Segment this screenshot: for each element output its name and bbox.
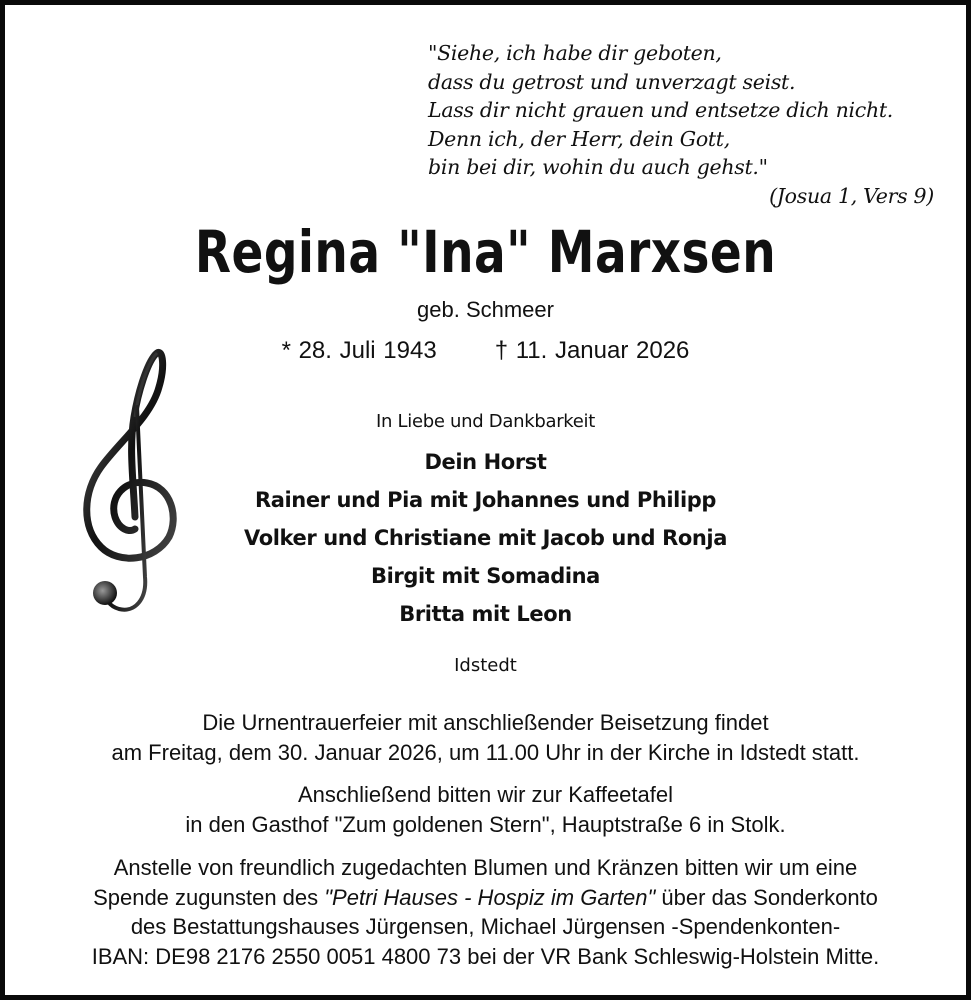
reception-line: Anschließend bitten wir zur Kaffeetafel: [297, 782, 674, 807]
service-info: [5, 708, 966, 767]
donation-line: des Bestattungshauses Jürgensen, Michael Jürgensen -Spendenkonten-: [130, 914, 841, 939]
verse-line: "Siehe, ich habe dir geboten,: [428, 41, 722, 65]
reception-line: in den Gasthof "Zum goldenen Stern", Hauptstraße 6 in Stolk.: [185, 811, 786, 837]
mourners-block: [5, 407, 966, 633]
birth-name: geb. Schmeer: [417, 297, 554, 322]
mourner-name: Britta mit Leon: [399, 602, 572, 626]
reception-info: [5, 780, 966, 839]
birth-date: * 28. Juli 1943: [281, 337, 437, 364]
bible-verse: [428, 39, 936, 210]
donation-line: Anstelle von freundlich zugedachten Blumen und Kränzen bitten wir um eine: [113, 855, 858, 880]
mourner-name: Rainer und Pia mit Johannes und Philipp: [254, 488, 717, 512]
place-name: Idstedt: [454, 655, 517, 676]
mourner-name: Volker und Christiane mit Jacob und Ronja: [243, 526, 727, 550]
mourner-name: Dein Horst: [424, 450, 547, 474]
donation-info: [5, 853, 966, 971]
hospice-name: "Petri Hauses - Hospiz im Garten": [324, 884, 656, 910]
donation-text: über das Sonderkonto: [655, 884, 878, 910]
verse-reference: (Josua 1, Vers 9): [769, 183, 934, 208]
service-line: am Freitag, dem 30. Januar 2026, um 11.00 Uhr in der Kirche in Idstedt statt.: [111, 739, 860, 765]
mourner-name: Birgit mit Somadina: [371, 564, 600, 588]
donation-line: [5, 883, 966, 913]
verse-line: Denn ich, der Herr, dein Gott,: [428, 126, 730, 151]
mourners-intro: In Liebe und Dankbarkeit: [375, 411, 596, 432]
donation-text: Spende zugunsten des: [93, 884, 325, 910]
verse-line: bin bei dir, wohin du auch gehst.": [428, 155, 768, 179]
iban-line: IBAN: DE98 2176 2550 0051 4800 73 bei der VR Bank Schleswig-Holstein Mitte.: [91, 943, 880, 969]
verse-line: dass du getrost und unverzagt seist.: [428, 69, 796, 94]
verse-line: Lass dir nicht grauen und entsetze dich nicht.: [428, 98, 894, 122]
death-date: † 11. Januar 2026: [494, 337, 690, 364]
service-line: Die Urnentrauerfeier mit anschließender Beisetzung findet: [202, 710, 769, 735]
deceased-name: Regina "Ina" Marxsen: [194, 218, 777, 286]
